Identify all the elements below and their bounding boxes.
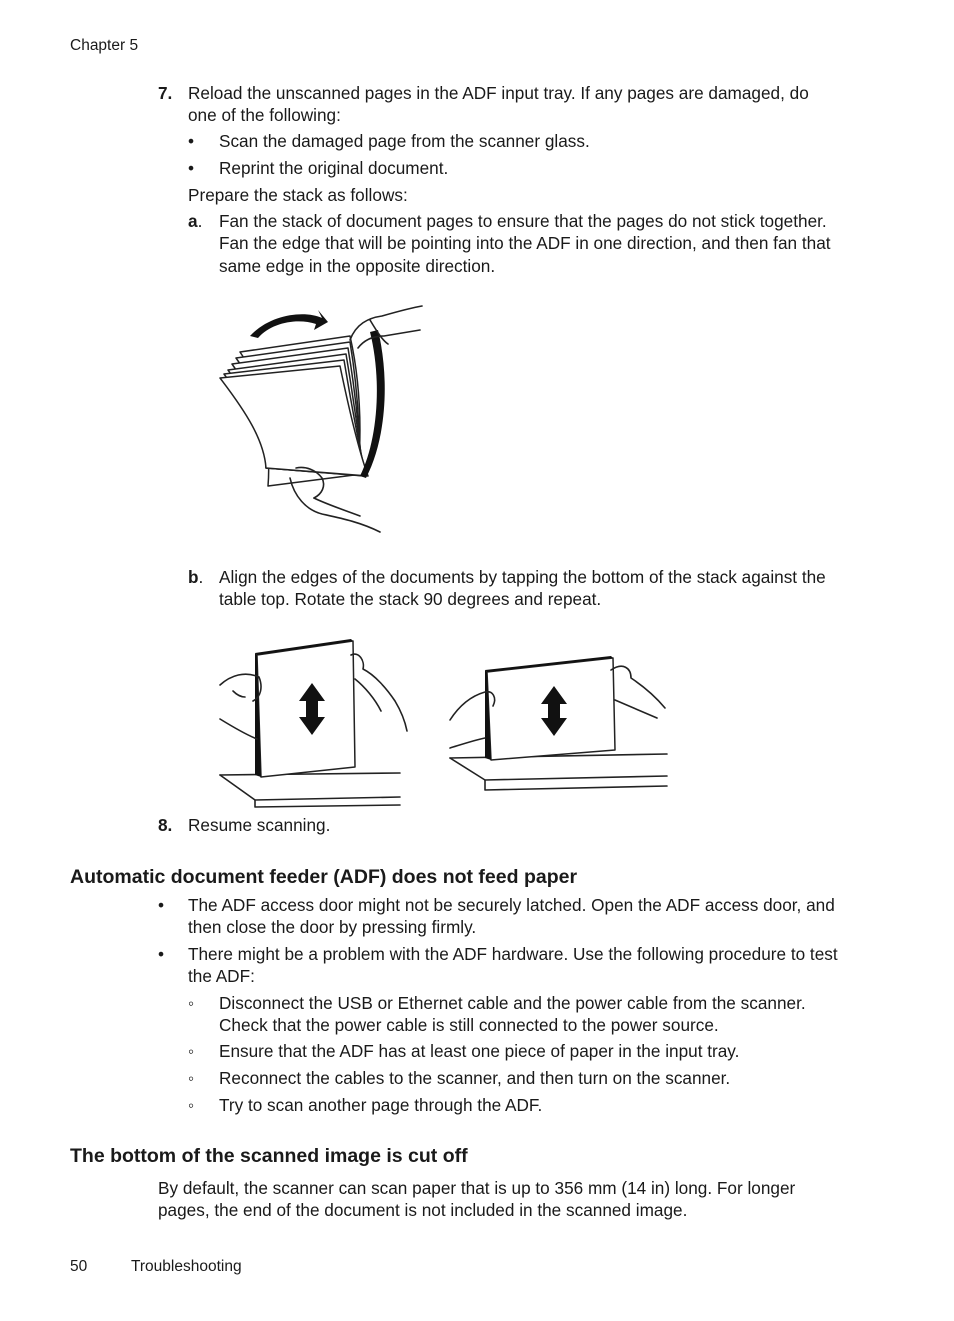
sub-b-line2: table top. Rotate the stack 90 degrees and repeat. [219,589,602,609]
prepare-text: Prepare the stack as follows: [188,185,408,205]
adf-bullet-1-line2: then close the door by pressing firmly. [188,917,477,937]
sub-a-line1: Fan the stack of document pages to ensure that the pages do not stick together. [219,211,827,231]
adf-sub-1-line2: Check that the power cable is still connected to the power source. [219,1015,719,1035]
sub-a-line3: same edge in the opposite direction. [219,256,496,276]
sub-b-label: b. [188,567,204,587]
adf-sub-4: Try to scan another page through the ADF. [219,1095,543,1115]
bullet-glyph: • [188,131,195,151]
sub-a-line2: Fan the edge that will be pointing into the ADF in one direction, and then fan that [219,233,831,253]
footer-section-name: Troubleshooting [131,1258,242,1275]
chapter-label: Chapter 5 [70,37,139,54]
circle-bullet-glyph: ◦ [188,993,195,1013]
section-adf-title: Automatic document feeder (ADF) does not feed paper [70,866,578,888]
cutoff-line2: pages, the end of the document is not included in the scanned image. [158,1200,688,1220]
sub-a-label: a. [188,211,203,231]
bullet-glyph: • [188,158,195,178]
adf-bullet-2-line2: the ADF: [188,966,255,986]
page-number: 50 [70,1258,88,1275]
circle-bullet-glyph: ◦ [188,1095,195,1115]
adf-sub-2: Ensure that the ADF has at least one piece of paper in the input tray. [219,1041,740,1061]
cutoff-line1: By default, the scanner can scan paper that is up to 356 mm (14 in) long. For longer [158,1178,796,1198]
adf-sub-1-line1: Disconnect the USB or Ethernet cable and the power cable from the scanner. [219,993,806,1013]
adf-bullet-2-line1: There might be a problem with the ADF hardware. Use the following procedure to test [188,944,838,964]
fan-stack-illustration [210,300,430,535]
sub-b-line1: Align the edges of the documents by tapping the bottom of the stack against the [219,567,826,587]
circle-bullet-glyph: ◦ [188,1041,195,1061]
step-7-number: 7. [158,83,173,103]
step-7-text-line2: one of the following: [188,105,341,125]
adf-bullet-1-line1: The ADF access door might not be securely latched. Open the ADF access door, and [188,895,835,915]
bullet-glyph: • [158,944,165,964]
step-7-bullet-2: Reprint the original document. [219,158,449,178]
step-7-text-line1: Reload the unscanned pages in the ADF input tray. If any pages are damaged, do [188,83,809,103]
step-8-number: 8. [158,815,173,835]
step-7-bullet-1: Scan the damaged page from the scanner glass. [219,131,590,151]
tap-stack-vertical-illustration [215,635,415,810]
tap-stack-horizontal-illustration [445,650,675,800]
adf-sub-3: Reconnect the cables to the scanner, and then turn on the scanner. [219,1068,731,1088]
bullet-glyph: • [158,895,165,915]
section-cutoff-title: The bottom of the scanned image is cut off [70,1145,468,1167]
circle-bullet-glyph: ◦ [188,1068,195,1088]
step-8-text: Resume scanning. [188,815,331,835]
